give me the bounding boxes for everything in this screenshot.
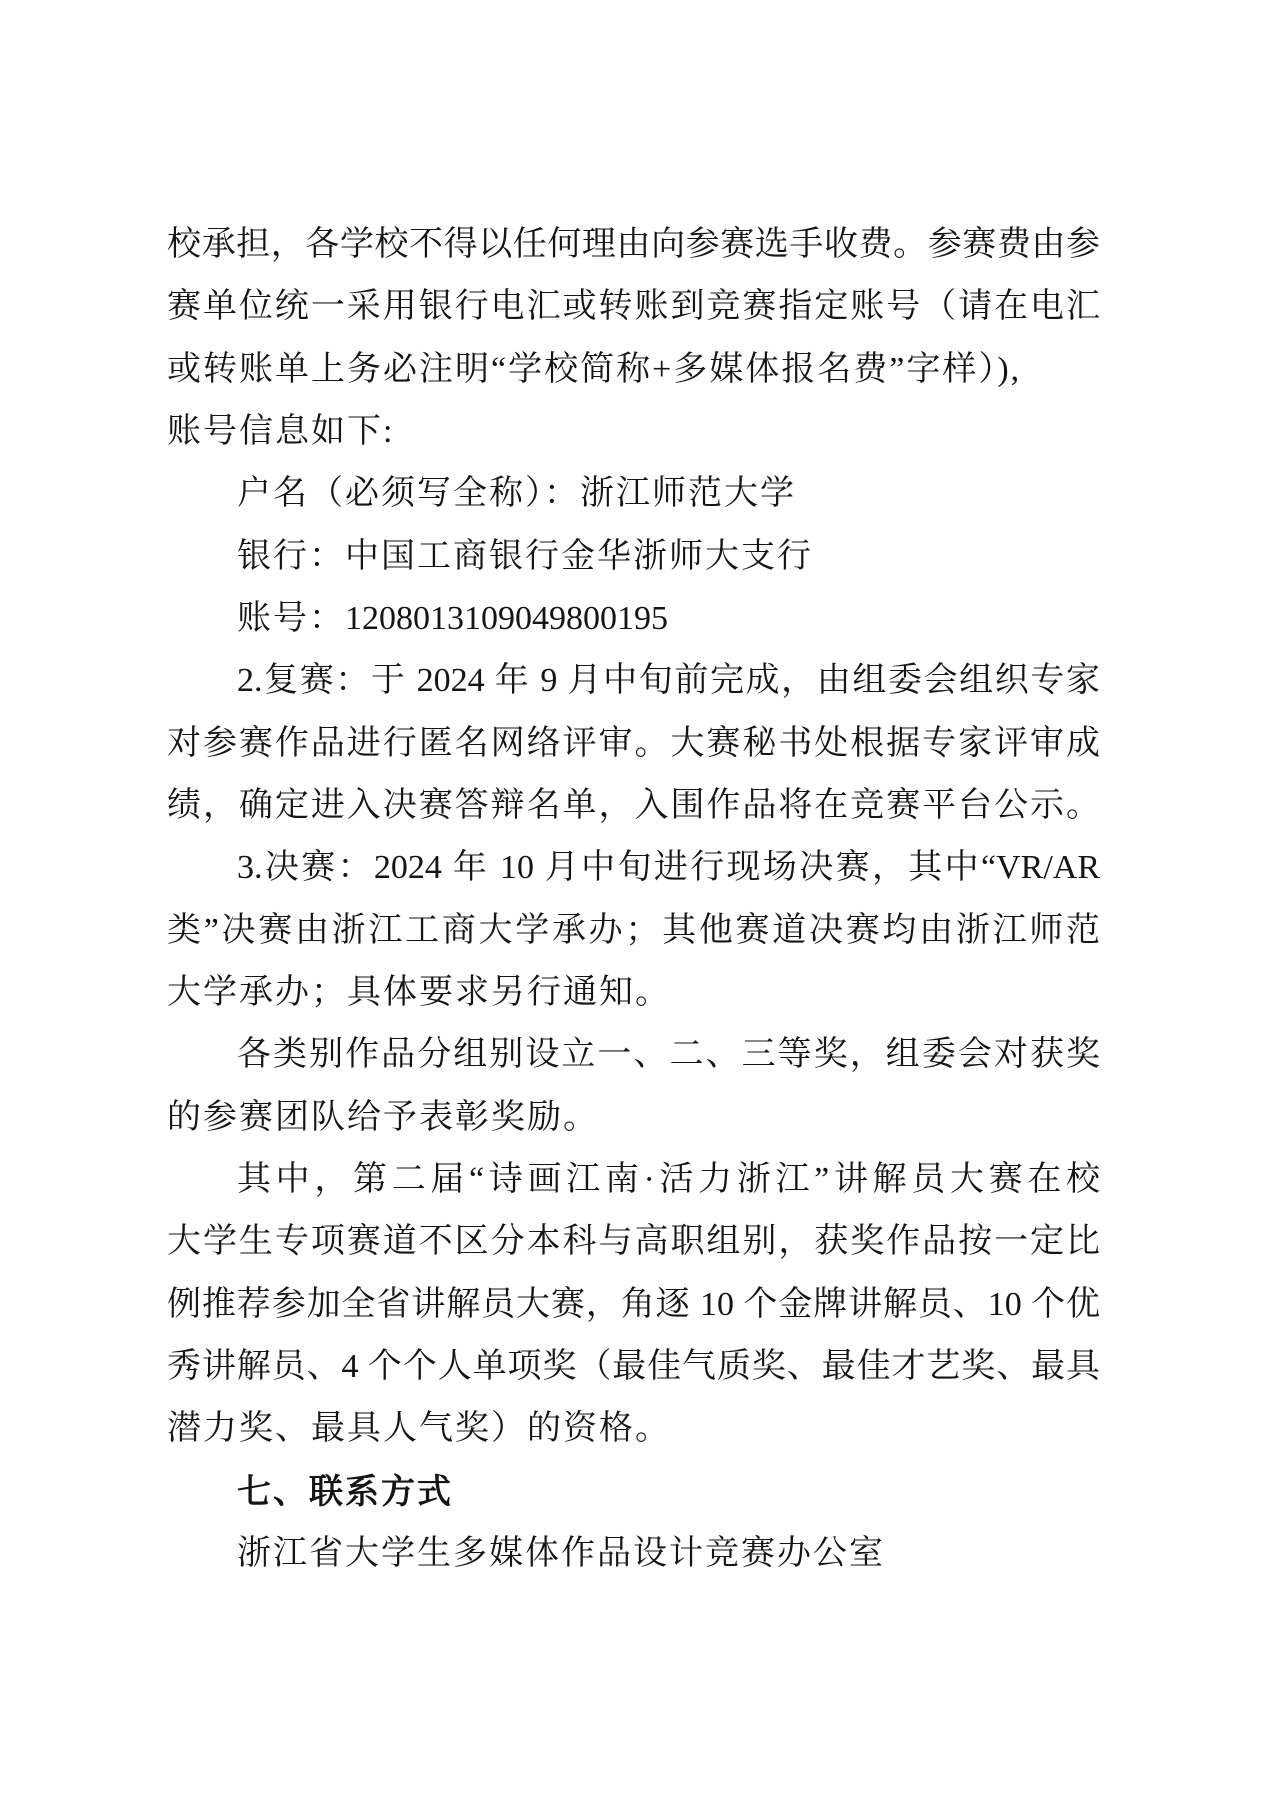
account-number-label: 账号： (237, 599, 345, 637)
account-name-row (167, 463, 1100, 525)
bank-label: 银行： (237, 537, 345, 575)
paragraph-line: 类”决赛由浙江工商大学承办；其他赛道决赛均由浙江师范 (167, 911, 1100, 949)
paragraph-line: 大学生专项赛道不区分本科与高职组别，获奖作品按一定比 (167, 1223, 1100, 1261)
paragraph-line: 校承担，各学校不得以任何理由向参赛选手收费。参赛费由参 (167, 226, 1100, 263)
paragraph-line: 账号信息如下: (167, 412, 395, 450)
paragraph-line: 大学承办；具体要求另行通知。 (167, 973, 671, 1011)
section-heading: 七、联系方式 (237, 1472, 453, 1511)
account-number-row (167, 588, 1100, 650)
paragraph-line: 2.复赛：于 2024 年 9 月中旬前完成，由组委会组织专家 (237, 662, 1100, 700)
paragraph-line: 秀讲解员、4 个个人单项奖（最佳气质奖、最佳才艺奖、最具 (167, 1347, 1100, 1385)
paragraph-line: 潜力奖、最具人气奖）的资格。 (167, 1410, 671, 1448)
paragraph-line: 各类别作品分组别设立一、二、三等奖，组委会对获奖 (237, 1036, 1100, 1074)
paragraph-line: 绩，确定进入决赛答辩名单，入围作品将在竞赛平台公示。 (167, 786, 1100, 824)
paragraph-line: 例推荐参加全省讲解员大赛，角逐 10 个金牌讲解员、10 个优 (167, 1285, 1100, 1323)
bank-value: 中国工商银行金华浙师大支行 (345, 537, 813, 575)
account-name-label: 户名（必须写全称）： (237, 475, 580, 513)
paragraph-line: 其中，第二届“诗画江南·活力浙江”讲解员大赛在校 (237, 1160, 1100, 1198)
paragraph-line: 的参赛团队给予表彰奖励。 (167, 1098, 599, 1136)
account-name-value: 浙江师范大学 (580, 475, 796, 513)
account-number-value: 1208013109049800195 (345, 599, 668, 637)
paragraph-line: 对参赛作品进行匿名网络评审。大赛秘书处根据专家评审成 (167, 724, 1100, 762)
contact-office: 浙江省大学生多媒体作品设计竞赛办公室 (237, 1534, 885, 1572)
paragraph-line: 赛单位统一采用银行电汇或转账到竞赛指定账号（请在电汇 (167, 288, 1100, 326)
paragraph-line: 或转账单上务必注明“学校简称+多媒体报名费”字样）), (167, 350, 1022, 388)
document-page (167, 214, 1100, 1585)
paragraph-line: 3.决赛：2024 年 10 月中旬进行现场决赛，其中“VR/AR (237, 849, 1100, 887)
bank-row (167, 526, 1100, 588)
